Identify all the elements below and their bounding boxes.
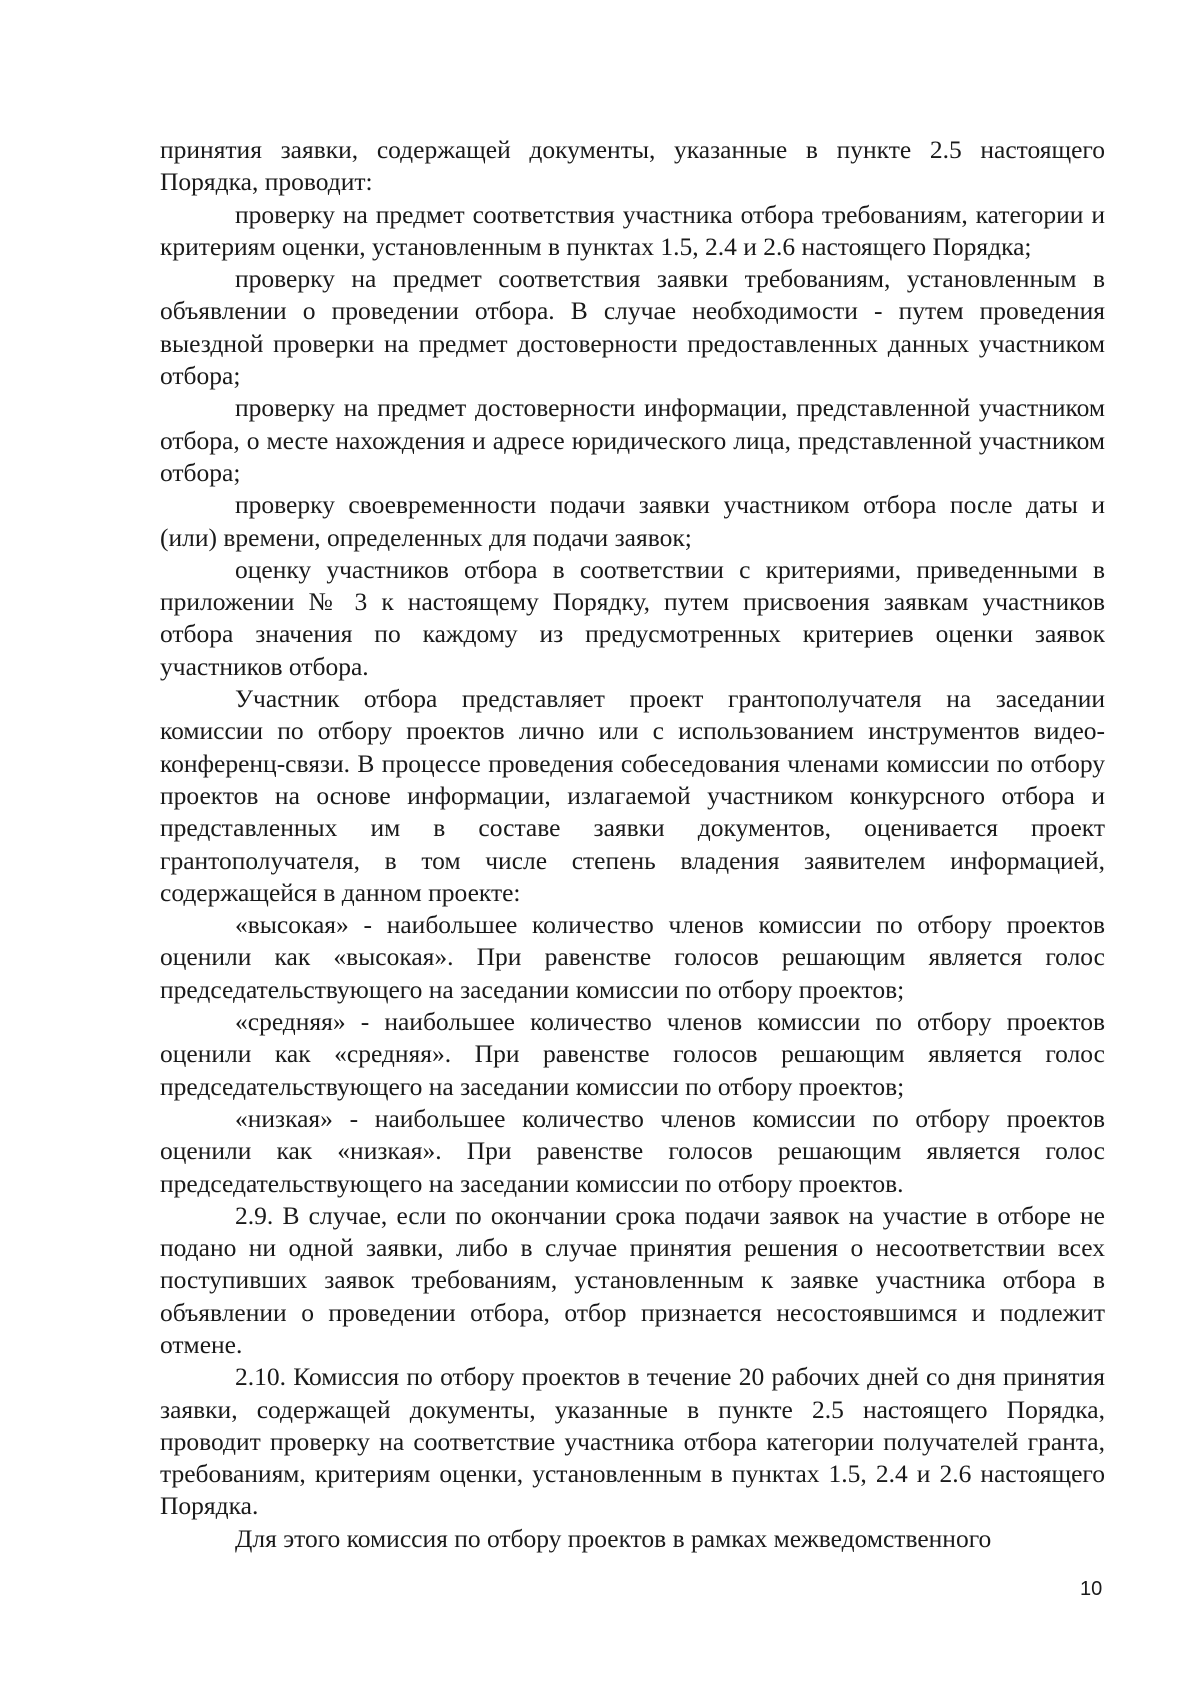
paragraph: Участник отбора представляет проект грантополучателя на заседании комиссии по отбору проектов лично или с использованием инструментов видео-конференц-связи. В процессе проведения собеседования членами комиссии по отбору проектов на основе информации, излагаемой участником конкурсного отбора и представленных им в составе заявки документов, оценивается проект грантополучателя, в том числе степень владения заявителем информацией, содержащейся в данном проекте: [160,684,1105,907]
paragraph: проверку на предмет соответствия участника отбора требованиям, категории и критериям оценки, установленным в пунктах 1.5, 2.4 и 2.6 настоящего Порядка; [160,199,1105,261]
paragraph: проверку своевременности подачи заявки участником отбора после даты и (или) времени, определенных для подачи заявок; [160,490,1105,552]
paragraph: оценку участников отбора в соответствии с критериями, приведенными в приложении № 3 к настоящему Порядку, путем присвоения заявкам участников отбора значения по каждому из предусмотренных критериев оценки заявок участников отбора. [160,554,1105,681]
paragraph: «высокая» - наибольшее количество членов комиссии по отбору проектов оценили как «высокая». При равенстве голосов решающим является голос председательствующего на заседании комиссии по отбору проектов; [160,910,1105,1004]
paragraph: «низкая» - наибольшее количество членов комиссии по отбору проектов оценили как «низкая». При равенстве голосов решающим является голос председательствующего на заседании комиссии по отбору проектов. [160,1103,1105,1198]
paragraph: «средняя» - наибольшее количество членов комиссии по отбору проектов оценили как «средняя». При равенстве голосов решающим является голос председательствующего на заседании комиссии по отбору проектов; [160,1007,1105,1101]
paragraph: 2.9. В случае, если по окончании срока подачи заявок на участие в отборе не подано ни одной заявки, либо в случае принятия решения о несоответствии всех поступивших заявок требованиям, установленным к заявке участника отбора в объявлении о проведении отбора, отбор признается несостоявшимся и подлежит отмене. [160,1200,1105,1359]
paragraph: проверку на предмет соответствия заявки требованиям, установленным в объявлении о проведении отбора. В случае необходимости - путем проведения выездной проверки на предмет достоверности предоставленных данных участником отбора; [160,264,1105,391]
paragraph: проверку на предмет достоверности информации, представленной участником отбора, о месте нахождения и адресе юридического лица, представленной участником отбора; [160,393,1105,487]
paragraph: 2.10. Комиссия по отбору проектов в течение 20 рабочих дней со дня принятия заявки, содержащей документы, указанные в пункте 2.5 настоящего Порядка, проводит проверку на соответствие участника отбора категории получателей гранта, требованиям, критериям оценки, установленным в пунктах 1.5, 2.4 и 2.6 настоящего Порядка. [160,1362,1105,1521]
paragraph: Для этого комиссия по отбору проектов в рамках межведомственного [235,1523,992,1553]
page-number: 10 [1080,1578,1103,1600]
paragraph: принятия заявки, содержащей документы, указанные в пункте 2.5 настоящего Порядка, проводит: [160,135,1105,197]
document-body [160,134,1105,1555]
